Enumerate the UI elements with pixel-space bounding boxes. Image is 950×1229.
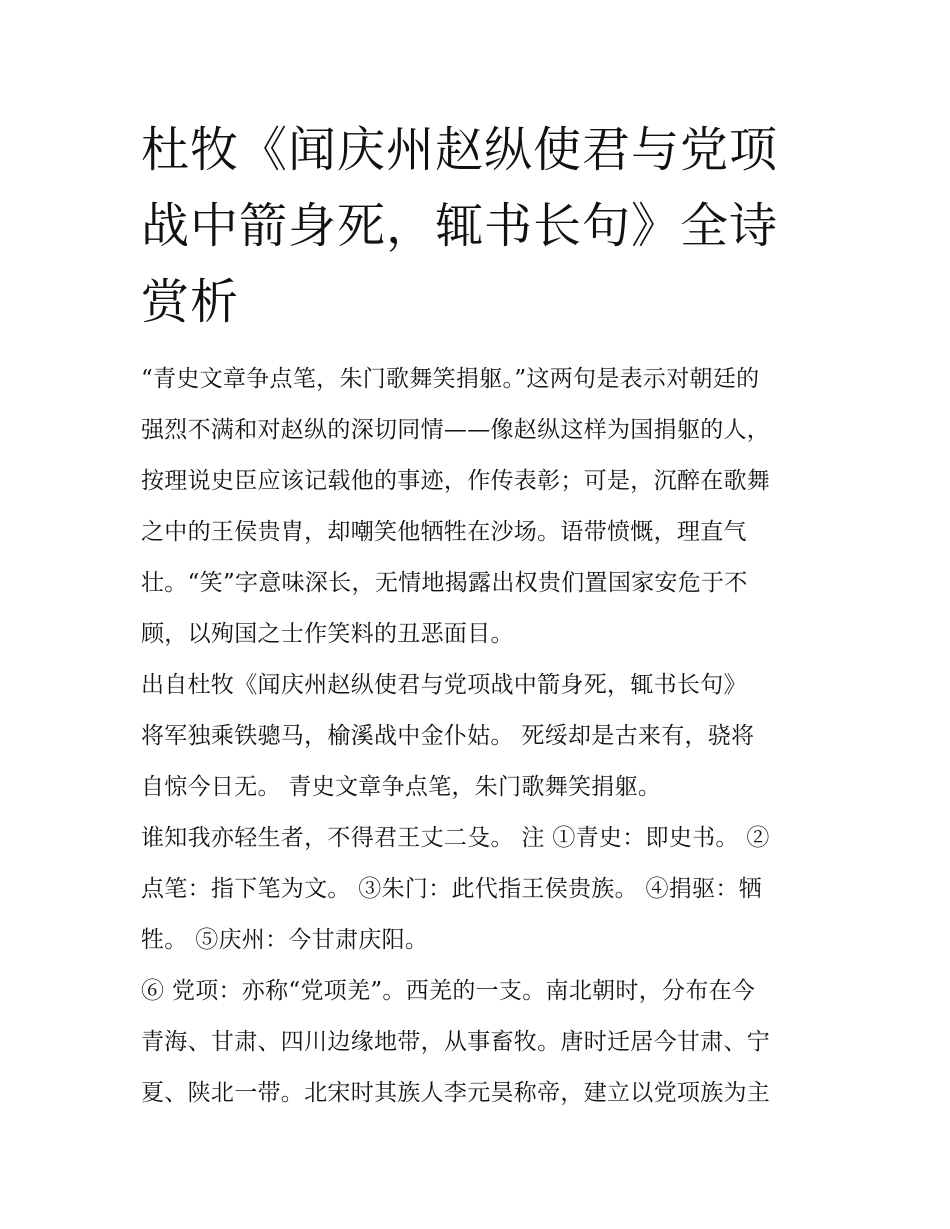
text-line: 将军独乘铁骢马，榆溪战中金仆姑。 死绥却是古来有，骁将 (141, 723, 755, 749)
text-line: ⑥ 党项：亦称“党项羌”。西羌的一支。南北朝时，分布在今 (141, 978, 756, 1004)
paragraph-source-poem (141, 660, 831, 813)
text-line: “青史文章争点笔，朱门歌舞笑捐躯。”这两句是表示对朝廷的 (141, 366, 760, 392)
text-line: 自惊今日无。 青史文章争点笔，朱门歌舞笑捐躯。 (141, 774, 662, 800)
text-line: 青海、甘肃、四川边缘地带，从事畜牧。唐时迁居今甘肃、宁 (141, 1029, 771, 1055)
document-body (141, 354, 831, 1119)
text-line: 强烈不满和对赵纵的深切同情——像赵纵这样为国捐躯的人， (141, 417, 771, 443)
text-line: 点笔：指下笔为文。 ③朱门：此代指王侯贵族。 ④捐驱：牺 (141, 876, 763, 902)
text-line: 牲。 ⑤庆州：今甘肃庆阳。 (141, 927, 429, 953)
paragraph-note-dangxiang (141, 966, 831, 1119)
text-line: 按理说史臣应该记载他的事迹，作传表彰；可是，沉醉在歌舞 (141, 468, 771, 494)
title-line: 杜牧《闻庆州赵纵使君与党项 (141, 122, 779, 178)
text-line: 壮。“笑”字意味深长，无情地揭露出权贵们置国家安危于不 (141, 570, 748, 596)
text-line: 顾，以殉国之士作笑料的丑恶面目。 (141, 621, 514, 647)
title-line: 赏析 (141, 274, 240, 330)
text-line: 出自杜牧《闻庆州赵纵使君与党项战中箭身死，辄书长句》 (141, 672, 747, 698)
text-line: 之中的王侯贵胄，却嘲笑他牺牲在沙场。语带愤慨，理直气 (141, 519, 747, 545)
paragraph-notes (141, 813, 831, 966)
text-line: 夏、陕北一带。北宋时其族人李元昊称帝，建立以党项族为主 (141, 1080, 771, 1106)
text-line: 谁知我亦轻生者，不得君王丈二殳。 注 ①青史：即史书。 ② (141, 825, 770, 851)
document-title (141, 112, 821, 340)
paragraph-commentary (141, 354, 831, 660)
title-line: 战中箭身死，辄书长句》全诗 (141, 198, 779, 254)
